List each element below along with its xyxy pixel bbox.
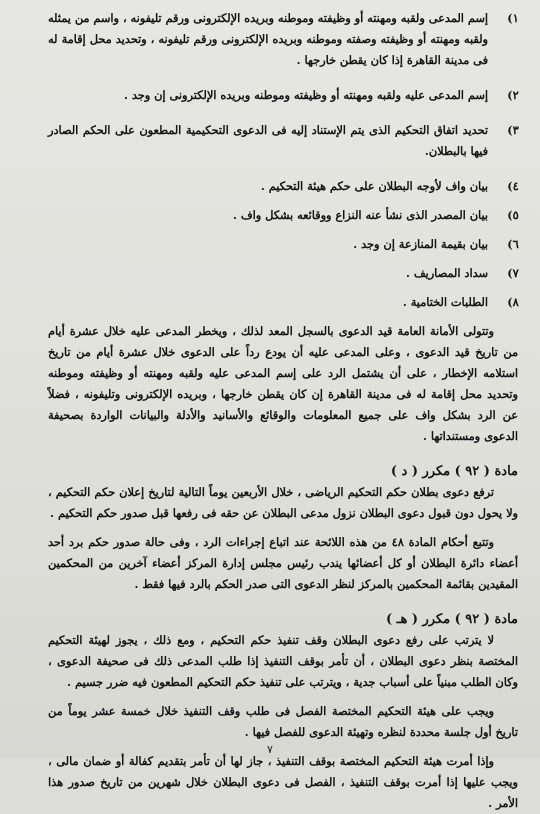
list-item-number: ٨) bbox=[507, 295, 519, 309]
list-item-number: ٧) bbox=[507, 266, 519, 280]
article-paragraph: ترفع دعوى بطلان حكم التحكيم الرياضى ، خلال الأربعين يوماً التالية لتاريخ إعلان حكم التحكيم ، ولا يحول دون قبول دعوى البطلان نزول مدعى البطلان عن حقه فى رفعها قبل صدور حكم التحكيم . bbox=[48, 485, 518, 520]
article-heading: مادة ( ٩٢ ) مكرر ( هـ ) bbox=[385, 612, 518, 627]
list-item-number: ٦) bbox=[507, 237, 519, 251]
list-item bbox=[48, 263, 518, 284]
list-item-text: الطلبات الختامية . bbox=[402, 295, 488, 309]
list-item-number: ٣) bbox=[507, 123, 519, 137]
list-item bbox=[48, 234, 518, 255]
article-paragraph: ويجب على هيئة التحكيم المختصة الفصل فى طلب وقف التنفيذ خلال خمسة عشر يوماً من تاريخ أول جلسة محددة لنظره وتهيئة الدعوى للفصل فيها . bbox=[48, 704, 518, 739]
general-paragraph: وتتولى الأمانة العامة قيد الدعوى بالسجل المعد لذلك ، ويخطر المدعى عليه خلال عشرة أيام من تاريخ قيد الدعوى ، وعلى المدعى عليه أن يودع رداً على الدعوى خلال عشرة أيام من تاريخ استلامه الإخطار ، على أن يشتمل الرد على إسم المدعى عليه ولقبه ومهنته أو وظيفته وموطنه وتحديد محل إقامة له فى مدينة القاهرة إن كان يقطن خارجها ، وبريده الإلكترونى وتليفونه ، فضلاً عن الرد بشكل واف على جميع المعلومات والوقائع والأسانيد والأدلة والبيانات الواردة بصحيفة الدعوى ومستنداتها . bbox=[48, 324, 518, 443]
list-item bbox=[48, 8, 518, 71]
list-item bbox=[48, 85, 518, 106]
list-item-text: سداد المصاريف . bbox=[405, 266, 488, 280]
list-item-text: بيان واف لأوجه البطلان على حكم هيئة التحكيم . bbox=[260, 179, 488, 193]
list-item-text: بيان المصدر الذى نشأ عنه النزاع ووقائعه بشكل واف . bbox=[233, 208, 488, 222]
article-paragraph: وتتبع أحكام المادة ٤٨ من هذه اللائحة عند اتباع إجراءات الرد ، وفى حالة صدور حكم برد أحد أعضاء دائرة البطلان أو كل أعضائها يندب رئيس مجلس إدارة المركز أعضاء آخرين من المحكمين المقيدين بقائمة المحكمين بالمركز لنظر الدعوى التى صدر الحكم بالرد فيها فقط . bbox=[48, 535, 518, 591]
article-paragraph: وإذا أمرت هيئة التحكيم المختصة بوقف التنفيذ ، جاز لها أن تأمر بتقديم كفالة أو ضمان مالى ، ويجب عليها إذا أمرت بوقف التنفيذ ، الفصل فى دعوى البطلان خلال شهرين من تاريخ صدور هذا الأمر . bbox=[48, 754, 518, 810]
list-item bbox=[48, 176, 518, 197]
list-item bbox=[48, 292, 518, 313]
article-paragraph: لا يترتب على رفع دعوى البطلان وقف تنفيذ حكم التحكيم ، ومع ذلك ، يجوز لهيئة التحكيم المختصة بنظر دعوى البطلان ، أن تأمر بوقف التنفيذ إذا طلب المدعى ذلك فى صحيفة الدعوى ، وكان الطلب مبنياً على أسباب جدية ، ويترتب على تنفيذ حكم التحكيم المطعون فيه ضرر جسيم . bbox=[48, 633, 518, 689]
list-item-number: ٢) bbox=[507, 88, 519, 102]
list-item-number: ١) bbox=[507, 11, 519, 25]
list-item-text: إسم المدعى عليه ولقبه ومهنته أو وظيفته وموطنه وبريده الإلكترونى إن وجد . bbox=[123, 88, 488, 102]
list-item-text: تحديد اتفاق التحكيم الذى يتم الإستناد إليه فى الدعوى التحكيمية المطعون على الحكم الصادر فيها بالبطلان. bbox=[48, 123, 488, 158]
list-item bbox=[48, 120, 518, 162]
list-item bbox=[48, 205, 518, 226]
page-number: ٧ bbox=[267, 743, 273, 756]
list-item-number: ٥) bbox=[507, 208, 519, 222]
document-body bbox=[48, 8, 518, 814]
list-item-text: إسم المدعى ولقبه ومهنته أو وظيفته وموطنه وبريده الإلكترونى ورقم تليفونه ، واسم من يمثله ولقبه ومهنته أو وظيفته وصفته وموطنه وبريده الإلكترونى ورقم تليفونه ، وتحديد محل إقامة له فى مدينة القاهرة إذا كان يقطن خارجها . bbox=[48, 11, 488, 67]
article-heading: مادة ( ٩٢ ) مكرر ( د ) bbox=[390, 464, 518, 479]
list-item-number: ٤) bbox=[507, 179, 519, 193]
list-item-text: بيان بقيمة المنازعة إن وجد . bbox=[353, 237, 488, 251]
